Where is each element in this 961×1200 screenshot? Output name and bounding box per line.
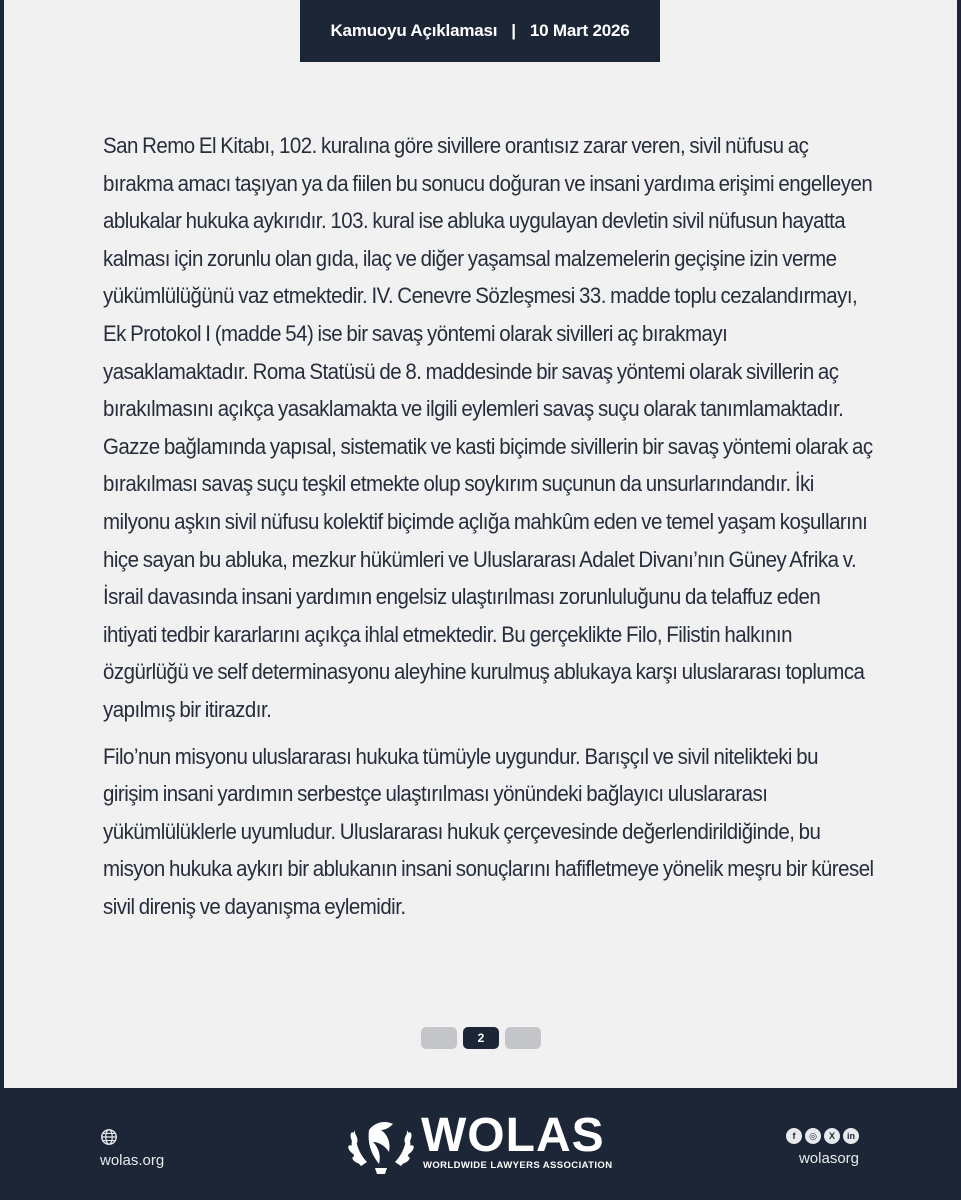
footer-website[interactable]: [100, 1128, 164, 1169]
x-icon[interactable]: X: [824, 1128, 840, 1144]
globe-icon: [100, 1128, 118, 1146]
frame-right-border: [957, 0, 961, 1088]
header-label: Kamuoyu Açıklaması: [330, 21, 498, 40]
header-tab: [300, 0, 660, 62]
statement-body: [103, 127, 873, 925]
page-dot-previous[interactable]: [421, 1027, 457, 1049]
footer-social: [786, 1128, 859, 1167]
page-dot-next[interactable]: [505, 1027, 541, 1049]
frame-left-border: [0, 0, 4, 1088]
paragraph-2: Filo’nun misyonu uluslararası hukuka tümüyle uygundur. Barışçıl ve sivil nitelikteki bu girişim insani yardımın serbestçe ulaştırılması yönündeki bağlayıcı uluslararası yükümlülüklerle uyumludur. Uluslararası hukuk çerçevesinde değerlendirildiğinde, bu misyon hukuka aykırı bir ablukanın insani sonuçlarını hafifletmeye yönelik meşru bir küresel sivil direniş ve dayanışma eylemidir.: [103, 743, 874, 919]
social-handle[interactable]: wolasorg: [798, 1150, 859, 1167]
instagram-icon[interactable]: ◎: [805, 1128, 821, 1144]
facebook-icon[interactable]: f: [786, 1128, 802, 1144]
page-indicator: [421, 1027, 541, 1049]
paragraph-1: San Remo El Kitabı, 102. kuralına göre sivillere orantısız zarar veren, sivil nüfusu aç bırakma amacı taşıyan ya da fiilen bu sonucu doğuran ve insani yardıma erişimi engelleyen ablukalar hukuka aykırıdır. 103. kural ise abluka uygulayan devletin sivil nüfusun hayatta kalması için zorunlu olan gıda, ilaç ve diğer yaşamsal malzemelerin geçişine izin verme yükümlülüğünü vaz etmektedir. IV. Cenevre Sözleşmesi 33. madde toplu cezalandırmayı, Ek Protokol I (madde 54) ise bir savaş yöntemi olarak sivilleri aç bırakmayı yasaklamaktadır. Roma Statüsü de 8. maddesinde bir savaş yöntemi olarak sivillerin aç bırakılmasını açıkça yasaklamakta ve ilgili eylemleri savaş suçu olarak tanımlamaktadır. Gazze bağlamında yapısal, sistematik ve kasti biçimde sivillerin bir savaş yöntemi olarak aç bırakılması savaş suçu teşkil etmekte olup soykırım suçunun da unsurlarındandır. İki milyonu aşkın sivil nüfusu kolektif biçimde açlığa mahkûm eden ve temel yaşam koşullarını hiçe sayan bu abluka, mezkur hükümleri ve Uluslararası Adalet Divanı’nın Güney Afrika v. İsrail davasında insani yardımın engelsiz ulaştırılması zorunluluğunu da telaffuz eden ihtiyati tedbir kararlarını açıkça ihlal etmektedir. Bu gerçeklikte Filo, Filistin halkının özgürlüğü ve self determinasyonu aleyhine kurulmuş ablukaya karşı uluslararası toplumca yapılmış bir itirazdır.: [103, 133, 873, 722]
wolas-logo: [345, 1108, 615, 1180]
header-date: 10 Mart 2026: [529, 21, 630, 40]
page-dot-current[interactable]: 2: [463, 1027, 499, 1049]
laurel-bird-emblem-icon: [345, 1108, 417, 1180]
footer: [0, 1088, 961, 1200]
social-icons: [786, 1128, 859, 1144]
linkedin-icon[interactable]: in: [843, 1128, 859, 1144]
brand-tagline: WORLDWIDE LAWYERS ASSOCIATION: [423, 1160, 613, 1171]
website-text: wolas.org: [100, 1152, 165, 1169]
brand-name: WOLAS: [421, 1109, 605, 1162]
header-separator: |: [511, 21, 516, 40]
